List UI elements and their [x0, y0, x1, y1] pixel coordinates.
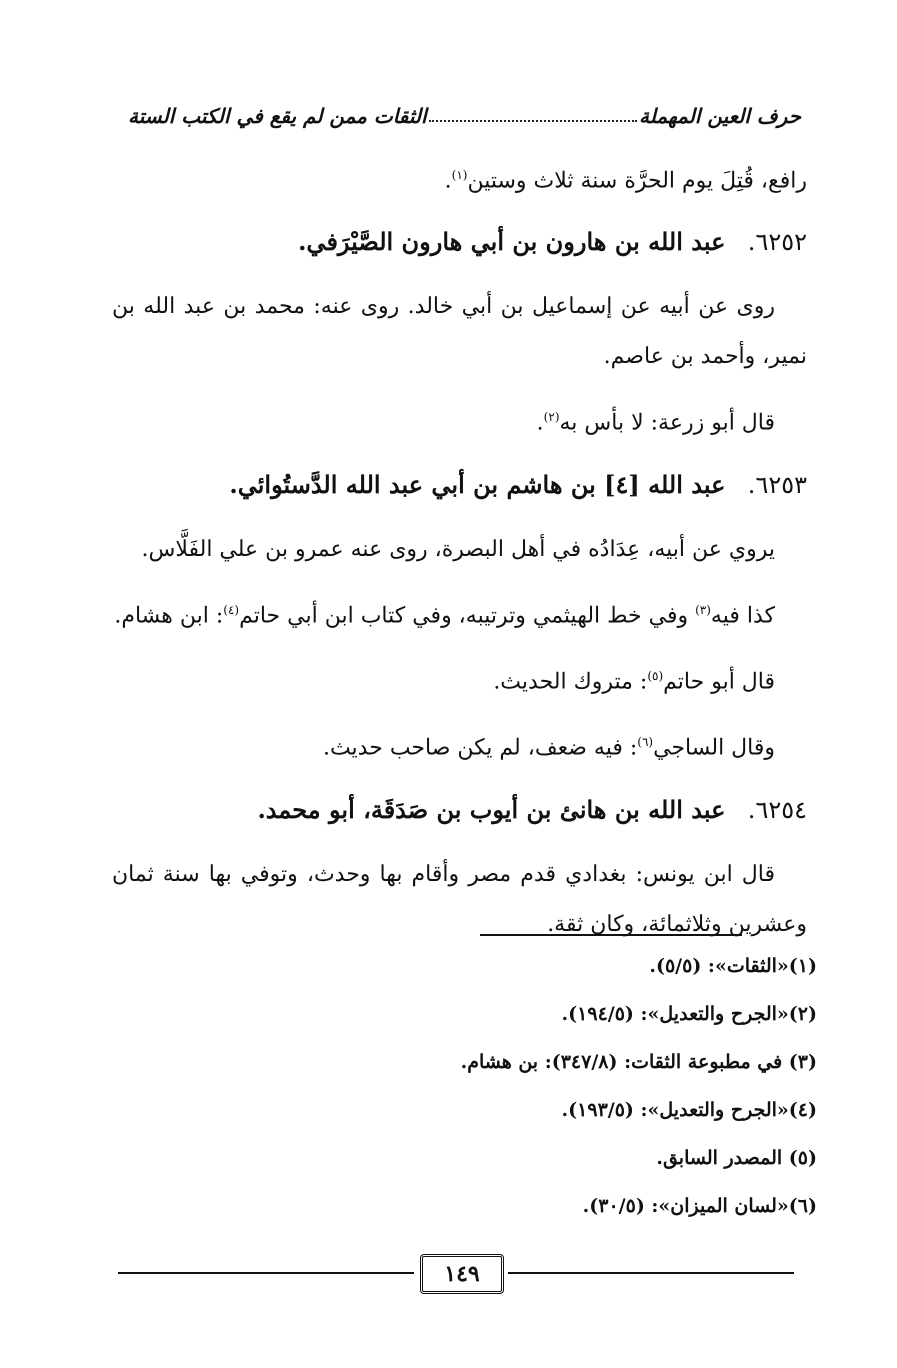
entry-6253 — [112, 459, 807, 511]
footnote-ref: (١) — [451, 168, 468, 182]
paragraph: كذا فيه$^{(٣)}$ وفي خط الهيثمي وترتيبه، وفي كتاب ابن أبي حاتم$^{(٤)}$: ابن هشام. — [114, 602, 775, 628]
paragraph: وقال الساجي$^{(٦)}$: فيه ضعف، لم يكن صاحب حديث. — [322, 735, 775, 761]
entry-name: عبد الله [٤] بن هاشم بن أبي عبد الله الدَّستُوائي. — [229, 469, 726, 499]
running-header — [128, 92, 801, 128]
page-number: ١٤٩ — [420, 1254, 504, 1294]
entry-number: ٦٢٥٤. — [747, 795, 807, 824]
footnote-ref: (٥) — [647, 668, 664, 683]
paragraph-continuation: رافع، قُتِلَ يوم الحرَّة سنة ثلاث وستين$^{(١)}$. — [444, 168, 807, 194]
footnote-ref: (٣) — [695, 602, 711, 617]
footnote-ref: (٦) — [637, 735, 654, 750]
footnotes — [120, 942, 817, 1230]
footnote: (٤)«الجرح والتعديل»: (١٩٣/٥). — [561, 1099, 817, 1121]
header-dots — [429, 120, 637, 122]
paragraph: قال أبو زرعة: لا بأس به$^{(٢)}$. — [536, 410, 775, 436]
entry-6252 — [112, 216, 807, 268]
footer-rule-left — [118, 1272, 414, 1274]
paragraph: روى عن أبيه عن إسماعيل بن أبي خالد. روى عنه: محمد بن عبد الله بن نمير، وأحمد بن عاصم. — [112, 294, 807, 370]
footnote-separator — [480, 934, 742, 936]
footnote: (٢)«الجرح والتعديل»: (١٩٤/٥). — [561, 1003, 817, 1025]
footnote: (١)«الثقات»: (٥/٥). — [649, 955, 817, 977]
footnote: (٣) في مطبوعة الثقات: (٣٤٧/٨): بن هشام. — [460, 1051, 817, 1073]
entry-number: ٦٢٥٢. — [747, 228, 807, 257]
footnote: (٥) المصدر السابق. — [656, 1147, 817, 1169]
paragraph: يروي عن أبيه، عِدَادُه في أهل البصرة، روى عنه عمرو بن علي الفَلَّاس. — [141, 536, 775, 562]
page-footer — [118, 1252, 794, 1292]
main-text — [112, 150, 807, 960]
footnote-ref: (٢) — [543, 410, 560, 425]
entry-number: ٦٢٥٣. — [747, 470, 807, 499]
entry-name: عبد الله بن هارون بن أبي هارون الصَّيْرَفي. — [298, 227, 726, 257]
footnote-ref: (٤) — [223, 602, 240, 617]
entry-6254 — [112, 784, 807, 836]
paragraph: قال ابن يونس: بغدادي قدم مصر وأقام بها وحدث، وتوفي بها سنة ثمان وعشرين وثلاثمائة، وكان ثقة. — [112, 861, 807, 937]
header-book-section: الثقات ممن لم يقع في الكتب الستة — [128, 104, 427, 128]
footer-rule-right — [508, 1272, 794, 1274]
footnote: (٦)«لسان الميزان»: (٣٠/٥). — [582, 1195, 817, 1217]
header-chapter-title: حرف العين المهملة — [639, 104, 801, 128]
paragraph: قال أبو حاتم$^{(٥)}$: متروك الحديث. — [493, 668, 775, 695]
entry-name: عبد الله بن هانئ بن أيوب بن صَدَقَة، أبو محمد. — [257, 794, 726, 824]
